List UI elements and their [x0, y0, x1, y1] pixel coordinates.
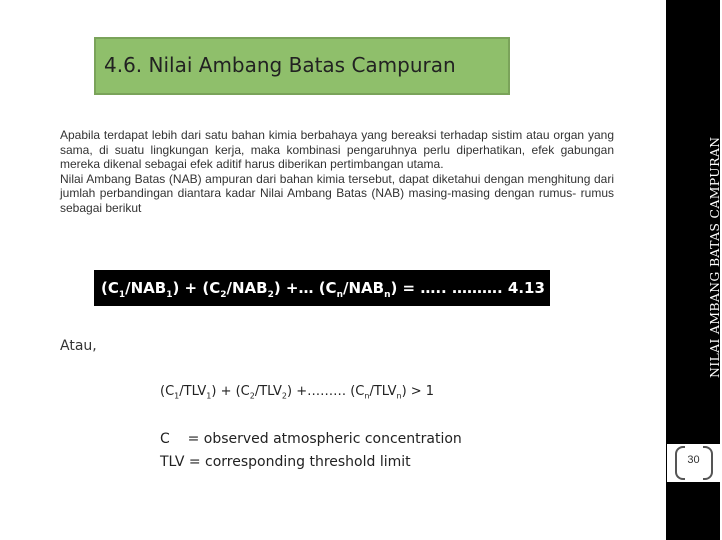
- title-banner: [94, 37, 510, 95]
- body-text: [60, 128, 614, 216]
- page-number-badge: [667, 444, 720, 482]
- definition-c: C = observed atmospheric concentration: [160, 431, 462, 447]
- nab-formula-box: [94, 270, 550, 306]
- definition-tlv: TLV = corresponding threshold limit: [160, 454, 411, 470]
- slide-title: 4.6. Nilai Ambang Batas Campuran: [104, 53, 456, 77]
- page-number: 30: [687, 454, 700, 466]
- tlv-formula: $(C_1/TLV_1) + (C_2/TLV_2)$ +……… $(C_n/TLV_n) > 1$: [160, 384, 435, 401]
- atau-label: Atau,: [60, 338, 97, 354]
- nab-formula: $(C_1/NAB_1) + (C_2/NAB_2)$ +… $(C_n/NAB_n)$ = ….. ………. 4.13: [101, 279, 545, 300]
- body-paragraph-1: Apabila terdapat lebih dari satu bahan kimia berbahaya yang bereaksi terhadap sistim atau organ yang sama, di suatu lingkungan kerja, maka kombinasi pengaruhnya perlu diperhatikan, efek gabungan mereka dikenal sebagai efek aditif harus diberikan pertimbangan utama.: [60, 128, 614, 172]
- sidebar-title: NILAI AMBANG BATAS CAMPURAN: [707, 136, 722, 378]
- body-paragraph-2: Nilai Ambang Batas (NAB) ampuran dari bahan kimia tersebut, dapat diketahui dengan menghitung dari jumlah perbandingan diantara kadar Nilai Ambang Batas (NAB) masing-masing dengan rumus- rumus sebagai berikut: [60, 171, 614, 215]
